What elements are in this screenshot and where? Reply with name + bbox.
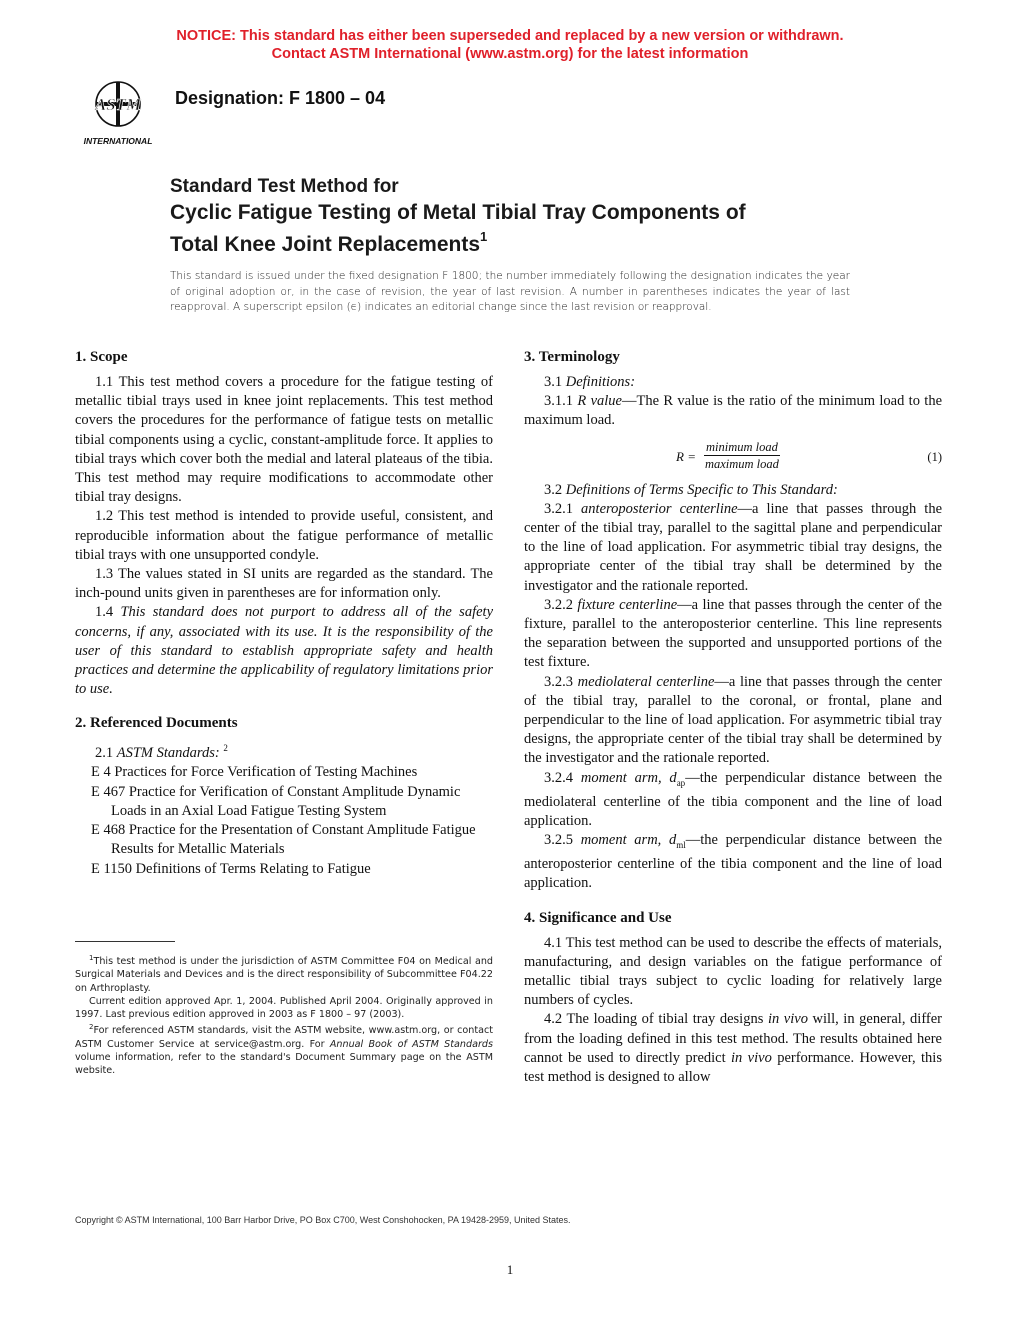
notice-line-2: Contact ASTM International (www.astm.org) for the latest information [271, 46, 749, 62]
reference-e467: E 467 Practice for Verification of Constant Amplitude Dynamic Loads in an Axial Load Fatigue Testing System [91, 783, 461, 819]
designation: Designation: F 1800 – 04 [175, 88, 386, 108]
paragraph-3-2-5: 3.2.5 moment arm, $d_{ml}—the$ perpendicular distance between the anteroposterior centerline of the tibia component and the line of load application. [524, 832, 943, 892]
issue-note: This standard is issued under the fixed designation F 1800; the number immediately following the designation indicates the year of original adoption or, in the case of revision, the year of last revision. A number in parentheses indicates the year of last reapproval. A superscript epsilon (ϵ) indicates an editorial change since the last revision or reapproval. [170, 270, 850, 313]
section-heading-terminology: 3. Terminology [524, 349, 620, 365]
footnote-1: $^1$This test method is under the jurisdiction of ASTM Committee F04 on Medical and Surgical Materials and Devices and is the direct responsibility of Subcommittee F04.22 on Arthroplasty. [75, 954, 493, 994]
section-heading-significance: 4. Significance and Use [524, 909, 672, 926]
equation-fraction [704, 439, 780, 473]
equation-numerator: minimum load [706, 439, 778, 454]
footnotes [75, 952, 493, 1077]
paragraph-4-2: 4.2 The loading of tibial tray designs in vivo will, in general, differ from the loading defined in this test method. The results obtained here cannot be used to directly predict in vivo performance. However, this test method is designed to allow [524, 1011, 942, 1086]
paragraph-1-3: 1.3 The values stated in SI units are regarded as the standard. The inch-pound units given in parentheses are for information only. [75, 566, 493, 602]
superseded-notice [0, 27, 1020, 63]
left-column [75, 347, 493, 879]
equation-number: (1) [927, 449, 942, 464]
paragraph-3-2-2: 3.2.2 fixture centerline—a line that passes through the center of the fixture, parallel to the anteroposterior centerline. This line represents the separation between the supported and unsupported portions of the test fixture. [524, 596, 942, 671]
reference-e4: E 4 Practices for Force Verification of Testing Machines [91, 764, 418, 781]
astm-logo [76, 78, 160, 148]
equation-1 [524, 439, 942, 475]
paragraph-3-1-1: 3.1.1 R value—The R value is the ratio of the minimum load to the maximum load. [524, 393, 943, 429]
paragraph-3-2: 3.2 Definitions of Terms Specific to This Standard: [544, 481, 838, 498]
logo-text: ASTM [94, 95, 142, 114]
title-line-2: Cyclic Fatigue Testing of Metal Tibial Tray Components of [170, 201, 746, 224]
equation-denominator: maximum load [704, 456, 779, 471]
section-heading-scope: 1. Scope [75, 349, 128, 365]
right-column [524, 347, 942, 1087]
page-number: 1 [506, 1262, 514, 1277]
footnote-rule [75, 941, 175, 942]
paragraph-3-2-1: 3.2.1 anteroposterior centerline—a line that passes through the center of the tibial tray, parallel to the sagittal plane and perpendicular to the line of load application. For asymmetric tibial tray designs, the appropriate center of the tibial tray shall be determined by the investigator and the rationale reported. [524, 500, 943, 594]
paragraph-1-4: 1.4 This standard does not purport to address all of the safety concerns, if any, associated with its use. It is the responsibility of the user of this standard to establish appropriate safety and health practices and determine the applicability of regulatory limitations prior to use. [75, 604, 494, 698]
title-line-1: Standard Test Method for [170, 176, 399, 197]
notice-line-1: NOTICE: This standard has either been superseded and replaced by a new version or withdrawn. [176, 28, 844, 44]
paragraph-1-2: 1.2 This test method is intended to provide useful, consistent, and reproducible information about the fatigue performance of metallic tibial trays with one unsupported condyle. [75, 508, 493, 563]
paragraph-2-1: 2.1 ASTM Standards: $^2$ [95, 743, 228, 762]
title-line-3: Total Knee Joint Replacements$^1$ [170, 229, 488, 256]
paragraph-3-2-3: 3.2.3 mediolateral centerline—a line that passes through the center of the tibial tray, parallel to the coronal, or frontal, plane and perpendicular to the line of load application. For asymmetric tibial tray designs, the appropriate center of the tibial tray shall be determined by the investigator and the rationale reported. [524, 673, 943, 767]
document-title [170, 174, 890, 258]
logo-subtext: INTERNATIONAL [83, 136, 153, 146]
paragraph-4-1: 4.1 This test method can be used to describe the effects of materials, manufacturing, and design variables on the fatigue performance of metallic tibial trays subject to cyclic loading for relatively large numbers of cycles. [524, 934, 942, 1009]
paragraph-3-1: 3.1 Definitions: [544, 374, 636, 390]
title-footnote-mark: 1 [480, 229, 488, 244]
copyright-line: Copyright © ASTM International, 100 Barr Harbor Drive, PO Box C700, West Conshohocken, PA 19428-2959, United States. [75, 1215, 571, 1225]
equation-lhs: R = [676, 448, 696, 464]
footnote-1-edition: Current edition approved Apr. 1, 2004. Published April 2004. Originally approved in 1997. Last previous edition approved in 2003 as F 1800 – 97 (2003). [75, 995, 493, 1020]
reference-e468: E 468 Practice for the Presentation of Constant Amplitude Fatigue Results for Metallic Materials [91, 822, 476, 858]
paragraph-1-1: 1.1 This test method covers a procedure for the fatigue testing of metallic tibial trays used in knee joint replacements. This test method covers the procedures for the performance of fatigue tests on metallic tibial components using a cyclic, constant-amplitude force. It applies to tibial trays which cover both the medial and lateral plateaus of the tibia. This test method may require modifications to accommodate other tibial tray designs. [75, 374, 493, 506]
reference-e1150: E 1150 Definitions of Terms Relating to Fatigue [91, 860, 371, 877]
paragraph-3-2-4: 3.2.4 moment arm, $d_{ap}—the$ perpendicular distance between the mediolateral centerline of the tibia component and the line of load application. [524, 769, 943, 829]
section-heading-referenced: 2. Referenced Documents [75, 715, 238, 732]
footnote-2: $^2$For referenced ASTM standards, visit the ASTM website, www.astm.org, or contact ASTM Customer Service at service@astm.org. For Annual Book of ASTM Standards volume information, refer to the standard's Document Summary page on the ASTM website. [75, 1023, 493, 1076]
